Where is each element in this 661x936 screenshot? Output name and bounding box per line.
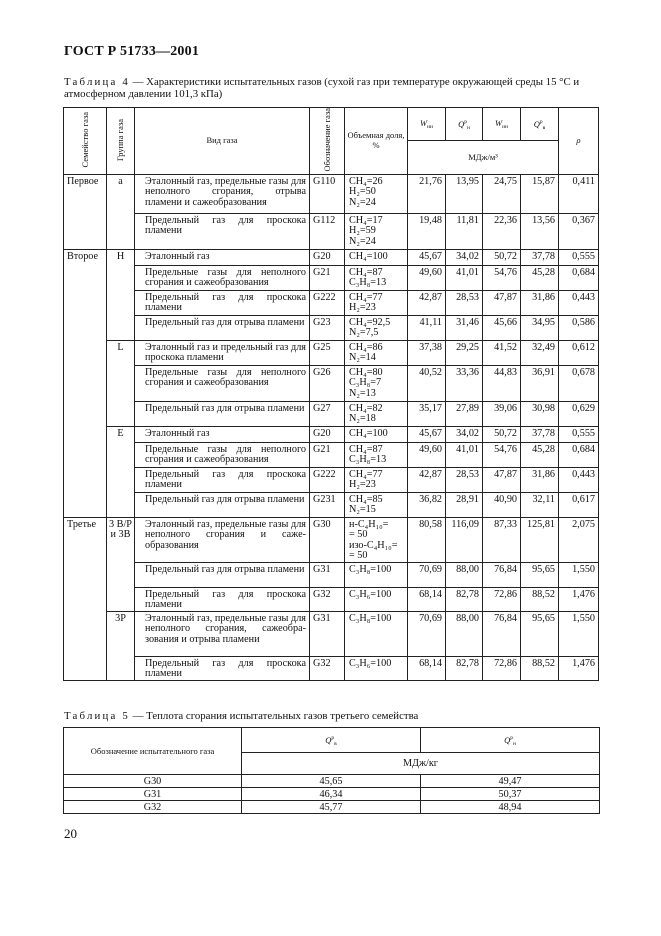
value-w1: 19,48 bbox=[408, 213, 446, 249]
value-w2: 44,83 bbox=[483, 365, 521, 401]
gas-type-text: Эталонный газ bbox=[145, 250, 210, 262]
value-w2: 24,75 bbox=[483, 174, 521, 213]
table-row bbox=[64, 401, 599, 426]
composition-cell bbox=[345, 401, 408, 426]
value-rho: 1,550 bbox=[559, 611, 599, 656]
table-row bbox=[64, 249, 599, 265]
table-row bbox=[64, 587, 599, 611]
header-q-lower: $Q^р_н$ bbox=[446, 108, 483, 141]
table5-header-designation: Обозначение испытательного газа bbox=[64, 728, 242, 775]
value-rho: 0,367 bbox=[559, 213, 599, 249]
value-q1: 34,02 bbox=[446, 426, 483, 442]
gas-type-cell bbox=[135, 340, 310, 365]
value-q2: 32,11 bbox=[521, 492, 559, 517]
group-cell: L bbox=[107, 340, 135, 426]
composition-cell bbox=[345, 340, 408, 365]
value-rho: 2,075 bbox=[559, 517, 599, 562]
composition-cell bbox=[345, 562, 408, 587]
designation-cell: G222 bbox=[310, 290, 345, 315]
value-q2: 45,28 bbox=[521, 442, 559, 467]
value-q1: 34,02 bbox=[446, 249, 483, 265]
table-row bbox=[64, 788, 600, 801]
value-q2: 34,95 bbox=[521, 315, 559, 340]
composition-cell bbox=[345, 365, 408, 401]
value-q2: 45,28 bbox=[521, 265, 559, 290]
table5-qv-cell: 46,34 bbox=[242, 788, 421, 801]
gas-type-text: Предельный газ для отрыва пламени bbox=[145, 563, 305, 575]
gas-type-cell bbox=[135, 174, 310, 213]
composition-line: N₂=24 bbox=[349, 196, 376, 208]
table5-label: Таблица 5 bbox=[64, 710, 130, 722]
gas-type-cell bbox=[135, 442, 310, 467]
value-rho: 0,629 bbox=[559, 401, 599, 426]
value-rho: 0,555 bbox=[559, 249, 599, 265]
value-q1: 11,81 bbox=[446, 213, 483, 249]
table5-qv-cell: 45,65 bbox=[242, 775, 421, 788]
value-q1: 13,95 bbox=[446, 174, 483, 213]
value-w1: 42,87 bbox=[408, 467, 446, 492]
value-w1: 37,38 bbox=[408, 340, 446, 365]
value-w1: 45,67 bbox=[408, 426, 446, 442]
composition-line: изо-C₄H₁₀= bbox=[349, 539, 398, 551]
value-w2: 47,87 bbox=[483, 467, 521, 492]
composition-line: CH₄=77 bbox=[349, 468, 383, 480]
designation-cell: G20 bbox=[310, 426, 345, 442]
composition-line: N₂=14 bbox=[349, 352, 376, 364]
gas-type-cell bbox=[135, 611, 310, 656]
value-w1: 41,11 bbox=[408, 315, 446, 340]
composition-line: N₂=7,5 bbox=[349, 327, 379, 339]
gas-type-text: Предельный газ для проскока пламени bbox=[145, 291, 306, 314]
family-cell: Второе bbox=[64, 249, 107, 517]
value-w2: 50,72 bbox=[483, 249, 521, 265]
composition-cell bbox=[345, 587, 408, 611]
value-w1: 36,82 bbox=[408, 492, 446, 517]
table-row bbox=[64, 775, 600, 788]
table5 bbox=[63, 727, 600, 814]
value-w1: 68,14 bbox=[408, 587, 446, 611]
composition-cell bbox=[345, 265, 408, 290]
gas-type-cell bbox=[135, 587, 310, 611]
table-row bbox=[64, 562, 599, 587]
value-w1: 49,60 bbox=[408, 265, 446, 290]
composition-line: н-C₄H₁₀= bbox=[349, 518, 389, 530]
value-q1: 82,78 bbox=[446, 656, 483, 680]
table5-header-q-lower: $Q^р_н$ bbox=[421, 728, 600, 753]
composition-line: = 50 bbox=[349, 550, 368, 562]
composition-line: CH₄=77 bbox=[349, 291, 383, 303]
header-w-higher: $W_{ии}$ bbox=[408, 108, 446, 141]
value-w1: 45,67 bbox=[408, 249, 446, 265]
value-rho: 1,476 bbox=[559, 656, 599, 680]
value-q1: 28,91 bbox=[446, 492, 483, 517]
value-q2: 37,78 bbox=[521, 426, 559, 442]
value-q1: 33,36 bbox=[446, 365, 483, 401]
composition-cell bbox=[345, 656, 408, 680]
gas-type-text: Эталонный газ, предельные газы для неполного сгорания, сажеобра-зования и отрыва пламени bbox=[145, 612, 306, 645]
header-family: Семейство газа bbox=[64, 108, 107, 175]
table4-caption bbox=[64, 76, 604, 100]
table5-qv-cell: 45,77 bbox=[242, 801, 421, 814]
table5-caption-text: — Теплота сгорания испытательных газов третьего семейства bbox=[129, 710, 419, 722]
value-w2: 47,87 bbox=[483, 290, 521, 315]
gas-type-text: Эталонный газ, предельные газы для неполного сгорания, отрыва пламени и сажеобразования bbox=[145, 175, 306, 208]
value-rho: 0,411 bbox=[559, 174, 599, 213]
value-rho: 0,612 bbox=[559, 340, 599, 365]
value-rho: 0,678 bbox=[559, 365, 599, 401]
table-row bbox=[64, 492, 599, 517]
value-w2: 45,66 bbox=[483, 315, 521, 340]
gas-type-text: Предельный газ для проскока пламени bbox=[145, 468, 306, 491]
value-w2: 76,84 bbox=[483, 562, 521, 587]
family-cell: Третье bbox=[64, 517, 107, 680]
gas-type-text: Предельный газ для отрыва пламени bbox=[145, 402, 305, 414]
value-w1: 80,58 bbox=[408, 517, 446, 562]
table-row bbox=[64, 365, 599, 401]
composition-line: CH₄=82 bbox=[349, 402, 383, 414]
value-rho: 0,684 bbox=[559, 442, 599, 467]
header-group: Группа газа bbox=[107, 108, 135, 175]
table5-caption bbox=[64, 710, 604, 722]
value-w1: 40,52 bbox=[408, 365, 446, 401]
table-row bbox=[64, 517, 599, 562]
composition-cell bbox=[345, 426, 408, 442]
composition-line: H₂=23 bbox=[349, 479, 376, 491]
composition-line: = 50 bbox=[349, 529, 368, 541]
composition-cell bbox=[345, 611, 408, 656]
value-q2: 13,56 bbox=[521, 213, 559, 249]
gas-type-cell bbox=[135, 492, 310, 517]
value-rho: 0,586 bbox=[559, 315, 599, 340]
gas-type-cell bbox=[135, 426, 310, 442]
table5-code-cell: G31 bbox=[64, 788, 242, 801]
value-q2: 31,86 bbox=[521, 290, 559, 315]
gas-type-text: Предельный газ для проскока пламени bbox=[145, 214, 306, 237]
value-w1: 70,69 bbox=[408, 562, 446, 587]
value-q1: 82,78 bbox=[446, 587, 483, 611]
header-unit: МДж/м³ bbox=[408, 141, 559, 175]
value-q2: 36,91 bbox=[521, 365, 559, 401]
gas-type-text: Эталонный газ, предельные газы для неполного сгорания и саже-образования bbox=[145, 518, 306, 551]
value-w2: 54,76 bbox=[483, 265, 521, 290]
gas-type-text: Предельный газ для проскока пламени bbox=[145, 588, 306, 611]
composition-line: CH₄=100 bbox=[349, 250, 388, 262]
header-w-lower: $W_{ин}$ bbox=[483, 108, 521, 141]
value-q2: 95,65 bbox=[521, 562, 559, 587]
composition-line: CH₄=17 bbox=[349, 214, 383, 226]
table-row bbox=[64, 290, 599, 315]
header-type: Вид газа bbox=[135, 108, 310, 175]
value-w2: 54,76 bbox=[483, 442, 521, 467]
value-rho: 0,555 bbox=[559, 426, 599, 442]
value-w1: 21,76 bbox=[408, 174, 446, 213]
table-row bbox=[64, 174, 599, 213]
header-density: ρ bbox=[559, 108, 599, 175]
composition-line: CH₄=92,5 bbox=[349, 316, 391, 328]
group-cell: а bbox=[107, 174, 135, 249]
page-number: 20 bbox=[64, 826, 77, 841]
composition-line: C₃H₆=100 bbox=[349, 588, 392, 600]
value-rho: 0,443 bbox=[559, 290, 599, 315]
table5-code-cell: G30 bbox=[64, 775, 242, 788]
gas-type-text: Предельные газы для неполного сгорания и сажеобразования bbox=[145, 366, 306, 389]
gas-type-text: Предельный газ для проскока пламени bbox=[145, 657, 306, 680]
designation-cell: G31 bbox=[310, 562, 345, 587]
gas-type-cell bbox=[135, 290, 310, 315]
gas-type-text: Предельные газы для неполного сгорания и сажеобразования bbox=[145, 266, 306, 289]
table5-header-q-higher: $Q^р_в$ bbox=[242, 728, 421, 753]
value-w2: 39,06 bbox=[483, 401, 521, 426]
value-q2: 125,81 bbox=[521, 517, 559, 562]
composition-cell bbox=[345, 290, 408, 315]
composition-line: C₃H₈=100 bbox=[349, 563, 392, 575]
gas-type-cell bbox=[135, 517, 310, 562]
value-q2: 88,52 bbox=[521, 656, 559, 680]
designation-cell: G32 bbox=[310, 656, 345, 680]
composition-line: H₂=23 bbox=[349, 302, 376, 314]
gas-type-cell bbox=[135, 562, 310, 587]
composition-line: N₂=18 bbox=[349, 413, 376, 425]
table5-code-cell: G32 bbox=[64, 801, 242, 814]
value-w2: 72,86 bbox=[483, 656, 521, 680]
value-w2: 76,84 bbox=[483, 611, 521, 656]
composition-line: C₃H₈=13 bbox=[349, 454, 387, 466]
header-fraction: Объемная доля, % bbox=[345, 108, 408, 175]
designation-cell: G110 bbox=[310, 174, 345, 213]
value-w2: 87,33 bbox=[483, 517, 521, 562]
value-w2: 41,52 bbox=[483, 340, 521, 365]
gas-type-cell bbox=[135, 213, 310, 249]
composition-line: C₃H₈=100 bbox=[349, 612, 392, 624]
value-q2: 31,86 bbox=[521, 467, 559, 492]
composition-line: CH₄=85 bbox=[349, 493, 383, 505]
value-w2: 22,36 bbox=[483, 213, 521, 249]
value-q2: 15,87 bbox=[521, 174, 559, 213]
gas-type-text: Предельные газы для неполного сгорания и сажеобразования bbox=[145, 443, 306, 466]
page-header: ГОСТ Р 51733—2001 bbox=[64, 44, 200, 59]
value-q1: 28,53 bbox=[446, 290, 483, 315]
designation-cell: G21 bbox=[310, 442, 345, 467]
composition-cell bbox=[345, 467, 408, 492]
gas-type-cell bbox=[135, 265, 310, 290]
value-q2: 95,65 bbox=[521, 611, 559, 656]
value-w1: 68,14 bbox=[408, 656, 446, 680]
composition-line: N₂=24 bbox=[349, 235, 376, 247]
designation-cell: G32 bbox=[310, 587, 345, 611]
composition-line: N₂=15 bbox=[349, 504, 376, 516]
group-cell: 3Р bbox=[107, 611, 135, 680]
value-q1: 27,89 bbox=[446, 401, 483, 426]
composition-cell bbox=[345, 213, 408, 249]
table4 bbox=[63, 107, 599, 681]
table-row bbox=[64, 340, 599, 365]
gas-type-text: Предельный газ для отрыва пламени bbox=[145, 493, 305, 505]
table-row bbox=[64, 801, 600, 814]
table-row bbox=[64, 467, 599, 492]
table-row bbox=[64, 442, 599, 467]
composition-line: CH₄=26 bbox=[349, 175, 383, 187]
composition-line: C₃H₈=7 bbox=[349, 377, 382, 389]
composition-line: CH₄=100 bbox=[349, 427, 388, 439]
value-q1: 88,00 bbox=[446, 562, 483, 587]
table-row bbox=[64, 265, 599, 290]
composition-cell bbox=[345, 315, 408, 340]
composition-line: CH₄=87 bbox=[349, 443, 383, 455]
table-row bbox=[64, 656, 599, 680]
composition-line: C₃H₆=100 bbox=[349, 657, 392, 669]
composition-line: H₂=50 bbox=[349, 186, 376, 198]
composition-cell bbox=[345, 517, 408, 562]
gas-type-cell bbox=[135, 365, 310, 401]
designation-cell: G23 bbox=[310, 315, 345, 340]
value-rho: 0,443 bbox=[559, 467, 599, 492]
value-rho: 1,476 bbox=[559, 587, 599, 611]
value-q1: 31,46 bbox=[446, 315, 483, 340]
composition-line: N₂=13 bbox=[349, 387, 376, 399]
value-w1: 70,69 bbox=[408, 611, 446, 656]
composition-cell bbox=[345, 174, 408, 213]
family-cell: Первое bbox=[64, 174, 107, 249]
table-row bbox=[64, 315, 599, 340]
table-row bbox=[64, 426, 599, 442]
value-w1: 49,60 bbox=[408, 442, 446, 467]
composition-line: CH₄=87 bbox=[349, 266, 383, 278]
table4-label: Таблица 4 bbox=[64, 76, 130, 88]
designation-cell: G231 bbox=[310, 492, 345, 517]
gas-type-cell bbox=[135, 467, 310, 492]
group-cell: Н bbox=[107, 249, 135, 340]
designation-cell: G26 bbox=[310, 365, 345, 401]
gas-type-text: Эталонный газ и предельный газ для проскока пламени bbox=[145, 341, 306, 364]
table5-qn-cell: 48,94 bbox=[421, 801, 600, 814]
value-w2: 50,72 bbox=[483, 426, 521, 442]
table4-caption-text: — Характеристики испытательных газов (сухой газ при температуре окружающей среды 15 °С и атмосферном давлении 101,3 кПа) bbox=[64, 76, 580, 100]
value-q1: 41,01 bbox=[446, 265, 483, 290]
value-q1: 28,53 bbox=[446, 467, 483, 492]
group-cell: 3 В/Р и 3В bbox=[107, 517, 135, 611]
value-q1: 88,00 bbox=[446, 611, 483, 656]
designation-cell: G20 bbox=[310, 249, 345, 265]
designation-cell: G25 bbox=[310, 340, 345, 365]
composition-cell bbox=[345, 249, 408, 265]
value-w2: 40,90 bbox=[483, 492, 521, 517]
composition-cell bbox=[345, 442, 408, 467]
header-designation: Обозначение газа bbox=[310, 108, 345, 175]
value-rho: 0,617 bbox=[559, 492, 599, 517]
designation-cell: G112 bbox=[310, 213, 345, 249]
composition-cell bbox=[345, 492, 408, 517]
designation-cell: G222 bbox=[310, 467, 345, 492]
value-q1: 29,25 bbox=[446, 340, 483, 365]
designation-cell: G30 bbox=[310, 517, 345, 562]
gas-type-cell bbox=[135, 315, 310, 340]
value-rho: 0,684 bbox=[559, 265, 599, 290]
value-w2: 72,86 bbox=[483, 587, 521, 611]
composition-line: H₂=59 bbox=[349, 225, 376, 237]
table-row bbox=[64, 611, 599, 656]
value-q2: 32,49 bbox=[521, 340, 559, 365]
designation-cell: G21 bbox=[310, 265, 345, 290]
header-q-higher: $Q^р_в$ bbox=[521, 108, 559, 141]
value-q1: 116,09 bbox=[446, 517, 483, 562]
gas-type-cell bbox=[135, 401, 310, 426]
composition-line: CH₄=80 bbox=[349, 366, 383, 378]
value-q2: 37,78 bbox=[521, 249, 559, 265]
composition-line: CH₄=86 bbox=[349, 341, 383, 353]
table-row bbox=[64, 213, 599, 249]
composition-line: C₃H₈=13 bbox=[349, 277, 387, 289]
table5-qn-cell: 49,47 bbox=[421, 775, 600, 788]
gas-type-cell bbox=[135, 656, 310, 680]
value-q2: 88,52 bbox=[521, 587, 559, 611]
value-q1: 41,01 bbox=[446, 442, 483, 467]
designation-cell: G31 bbox=[310, 611, 345, 656]
table5-header-unit: МДж/кг bbox=[242, 753, 600, 775]
value-w1: 42,87 bbox=[408, 290, 446, 315]
value-w1: 35,17 bbox=[408, 401, 446, 426]
group-cell: Е bbox=[107, 426, 135, 517]
gas-type-text: Предельный газ для отрыва пламени bbox=[145, 316, 305, 328]
value-rho: 1,550 bbox=[559, 562, 599, 587]
gas-type-text: Эталонный газ bbox=[145, 427, 210, 439]
table5-qn-cell: 50,37 bbox=[421, 788, 600, 801]
designation-cell: G27 bbox=[310, 401, 345, 426]
value-q2: 30,98 bbox=[521, 401, 559, 426]
gas-type-cell bbox=[135, 249, 310, 265]
